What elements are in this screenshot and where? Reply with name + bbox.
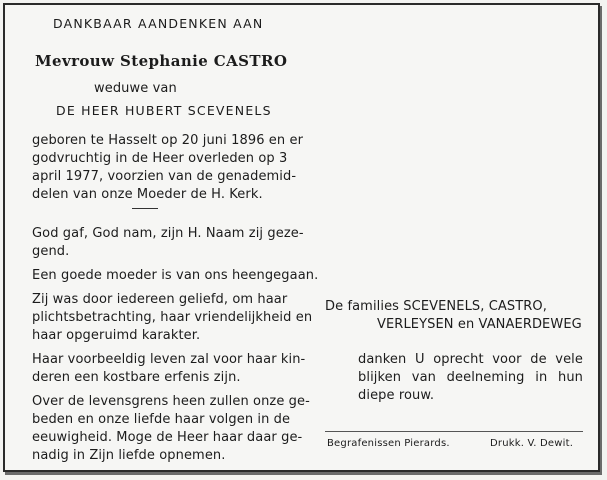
- verse-5-line-3: eeuwigheid. Moge de Heer haar daar ge-: [32, 430, 303, 445]
- families-line-1: De families SCEVENELS, CASTRO,: [325, 299, 547, 314]
- bio-line-4: delen van onze Moeder de H. Kerk.: [32, 187, 263, 202]
- printer-credit: Drukk. V. Dewit.: [490, 438, 574, 449]
- verse-5-line-1: Over de levensgrens heen zullen onze ge-: [32, 394, 310, 409]
- verse-3-line-1: Zij was door iedereen geliefd, om haar: [32, 292, 288, 307]
- verse-5-line-2: beden en onze liefde haar volgen in de: [32, 412, 291, 427]
- bio-line-1: geboren te Hasselt op 20 juni 1896 en er: [32, 133, 304, 148]
- verse-5-line-4: nadig in Zijn liefde opnemen.: [32, 448, 226, 463]
- memorial-card: [3, 3, 600, 472]
- verse-3-line-3: haar opgeruimd karakter.: [32, 328, 201, 343]
- deceased-name: Mevrouw Stephanie CASTRO: [35, 52, 288, 70]
- relation-text: weduwe van: [94, 81, 177, 96]
- thanks-line-3: diepe rouw.: [358, 388, 435, 403]
- dedication-line: DANKBAAR AANDENKEN AAN: [53, 16, 264, 31]
- separator-dash: [132, 208, 158, 209]
- verse-1-line-2: gend.: [32, 244, 70, 259]
- husband-name: DE HEER HUBERT SCEVENELS: [56, 103, 272, 118]
- footer-rule: [325, 431, 583, 432]
- thanks-line-1: danken U oprecht voor de vele: [358, 352, 583, 367]
- verse-4-line-1: Haar voorbeeldig leven zal voor haar kin-: [32, 352, 306, 367]
- verse-1-line-1: God gaf, God nam, zijn H. Naam zij geze-: [32, 226, 304, 241]
- verse-4-line-2: deren een kostbare erfenis zijn.: [32, 370, 241, 385]
- bio-line-2: godvruchtig in de Heer overleden op 3: [32, 151, 288, 166]
- verse-3-line-2: plichtsbetrachting, haar vriendelijkheid en: [32, 310, 313, 325]
- undertaker-credit: Begrafenissen Pierards.: [327, 438, 450, 449]
- bio-line-3: april 1977, voorzien van de genademid-: [32, 169, 297, 184]
- families-line-2: VERLEYSEN en VANAERDEWEG: [377, 317, 582, 332]
- thanks-line-2: blijken van deelneming in hun: [358, 370, 583, 385]
- verse-2-line-1: Een goede moeder is van ons heengegaan.: [32, 268, 319, 283]
